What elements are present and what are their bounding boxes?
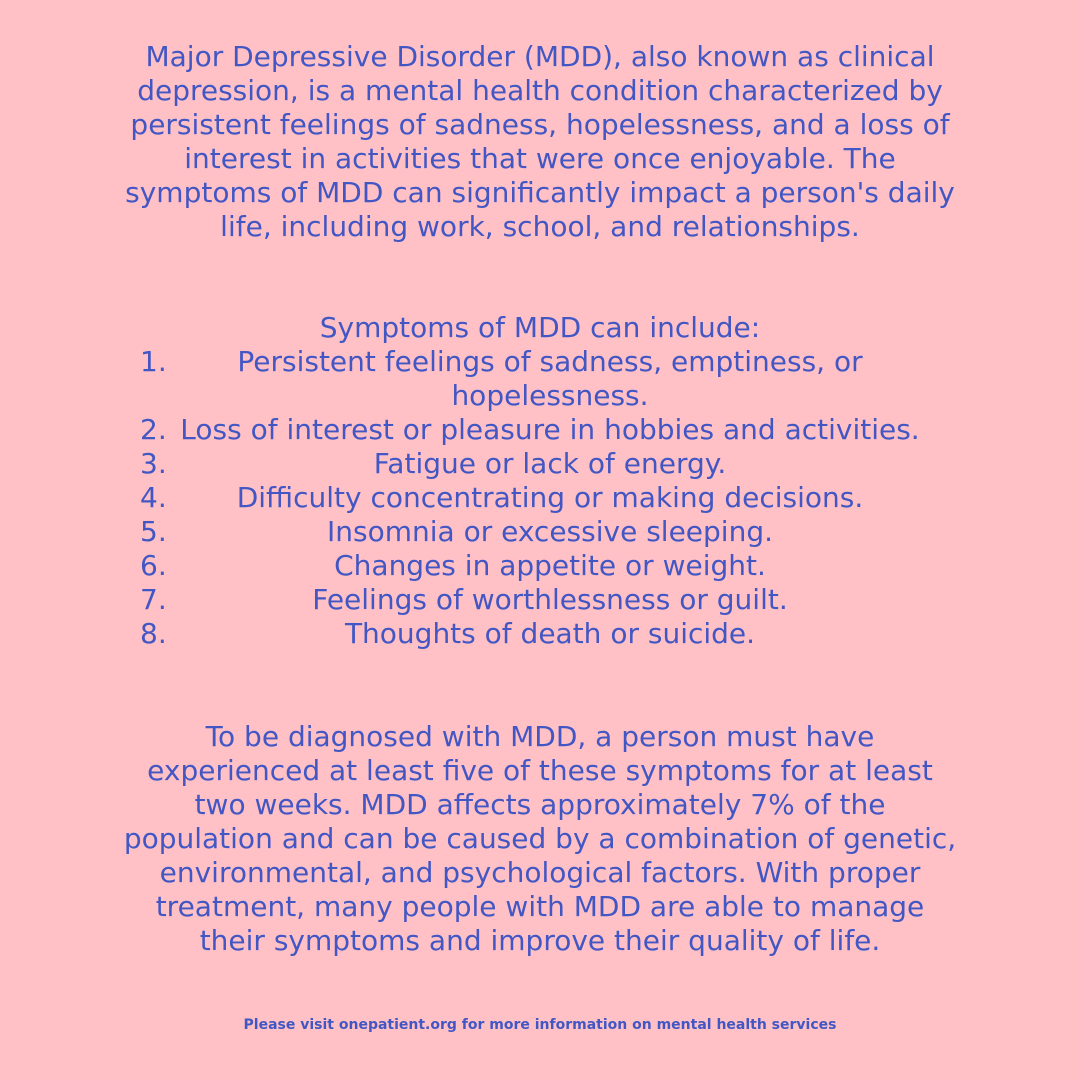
symptoms-heading: Symptoms of MDD can include:	[319, 311, 761, 344]
symptom-item	[140, 413, 940, 447]
symptom-item	[140, 515, 940, 549]
symptom-number: 5.	[140, 515, 167, 548]
symptom-number: 4.	[140, 481, 167, 514]
symptom-number: 2.	[140, 413, 167, 446]
symptom-number: 8.	[140, 617, 167, 650]
symptom-item	[140, 447, 940, 481]
symptom-number: 3.	[140, 447, 167, 480]
symptom-item	[140, 345, 940, 413]
symptom-text: Fatigue or lack of energy.	[373, 447, 727, 480]
symptom-text: Insomnia or excessive sleeping.	[326, 515, 773, 548]
symptom-number: 6.	[140, 549, 167, 582]
symptom-number: 7.	[140, 583, 167, 616]
symptom-item	[140, 583, 940, 617]
intro-paragraph: Major Depressive Disorder (MDD), also known as clinical depression, is a mental health condition characterized by persistent feelings of sadness, hopelessness, and a loss of interest in activities that were once enjoyable. The symptoms of MDD can significantly impact a person's daily life, including work, school, and relationships.	[125, 40, 955, 243]
symptom-text: Thoughts of death or suicide.	[344, 617, 756, 650]
symptom-list	[140, 345, 940, 651]
footer-link-text: Please visit onepatient.org for more information on mental health services	[243, 1017, 837, 1033]
symptom-text: Loss of interest or pleasure in hobbies and activities.	[180, 413, 920, 446]
symptom-item	[140, 617, 940, 651]
symptom-text: Difficulty concentrating or making decisions.	[236, 481, 864, 514]
symptom-text: Changes in appetite or weight.	[334, 549, 766, 582]
outro-paragraph: To be diagnosed with MDD, a person must have experienced at least five of these symptoms for at least two weeks. MDD affects approximately 7% of the population and can be caused by a combination of genetic, environmental, and psychological factors. With proper treatment, many people with MDD are able to manage their symptoms and improve their quality of life.	[123, 720, 957, 957]
symptom-item	[140, 481, 940, 515]
symptom-number: 1.	[140, 345, 167, 378]
symptom-text: Feelings of worthlessness or guilt.	[312, 583, 788, 616]
symptom-text: Persistent feelings of sadness, emptiness, or hopelessness.	[237, 345, 863, 412]
symptom-item	[140, 549, 940, 583]
